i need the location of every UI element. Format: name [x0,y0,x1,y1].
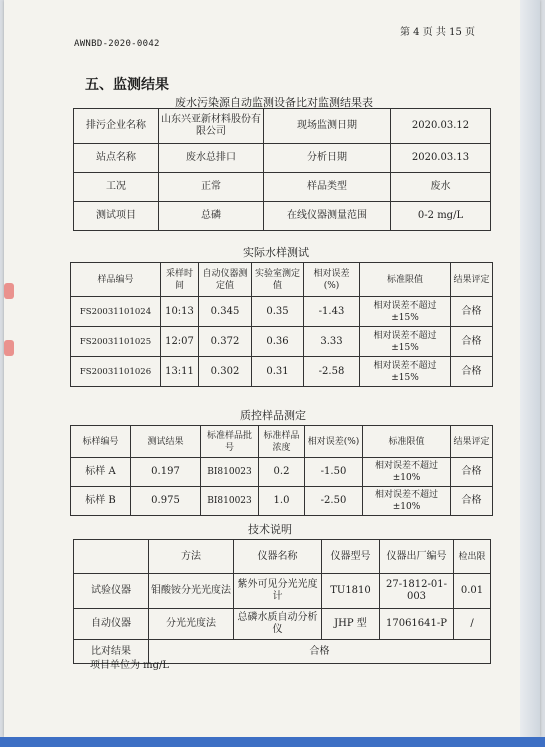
table-cell: 合格 [451,297,493,327]
table-cell: 总磷 [159,202,264,231]
section-title: 五、监测结果 [85,77,169,93]
table-cell: 相对误差不超过±10% [363,487,451,516]
table-cell: 0.197 [131,458,201,487]
table-cell: 0.31 [252,357,304,387]
column-header: 测试结果 [131,426,201,458]
viewer-bottom-bar [0,737,545,747]
table-cell: 2020.03.12 [391,109,491,144]
table-cell: 0.372 [199,327,252,357]
water-test-caption: 实际水样测试 [243,246,309,259]
table-cell: 0.01 [454,574,491,609]
tech-table-caption: 技术说明 [248,523,292,536]
table-cell: FS20031101025 [71,327,161,357]
table-cell: 工况 [74,173,159,202]
seal-fragment [4,340,14,356]
result-label: 比对结果 [74,640,149,664]
table-cell: JHP 型 [322,609,380,640]
table-cell: 3.33 [304,327,360,357]
table-cell: 10:13 [161,297,199,327]
water-test-table [70,262,493,387]
unit-note: 项目单位为 mg/L [90,660,170,671]
table-row [71,297,493,327]
table-header-row [74,540,491,574]
column-header: 结果评定 [451,263,493,297]
table-cell: 样品类型 [264,173,391,202]
table-cell: 0.35 [252,297,304,327]
table-cell: -2.58 [304,357,360,387]
column-header: 标准限值 [360,263,451,297]
table-cell: 现场监测日期 [264,109,391,144]
table-cell: 相对误差不超过±15% [360,297,451,327]
table-row [74,144,491,173]
table-cell: 相对误差不超过±15% [360,357,451,387]
table-cell: TU1810 [322,574,380,609]
table-row [74,574,491,609]
qc-test-table [70,425,493,516]
column-header: 仪器型号 [322,540,380,574]
table-cell: 自动仪器 [74,609,149,640]
table-row [71,487,493,516]
table-cell: 分析日期 [264,144,391,173]
column-header: 相对误差(%) [305,426,363,458]
table-header-row [71,263,493,297]
table-cell: BI810023 [201,487,259,516]
table-cell: FS20031101024 [71,297,161,327]
compare-table-caption: 废水污染源自动监测设备比对监测结果表 [175,96,373,109]
table-cell: 试验仪器 [74,574,149,609]
table-header-row [71,426,493,458]
table-cell: / [454,609,491,640]
table-row [74,202,491,231]
column-header: 标准限值 [363,426,451,458]
table-cell: 山东兴亚新材料股份有限公司 [159,109,264,144]
table-cell: 合格 [451,357,493,387]
column-header: 仪器出厂编号 [380,540,454,574]
table-cell: 12:07 [161,327,199,357]
table-cell: 合格 [451,487,493,516]
column-header: 结果评定 [451,426,493,458]
column-header: 方法 [149,540,234,574]
scan-edge [520,0,540,737]
table-row [71,458,493,487]
table-cell: 合格 [451,327,493,357]
column-header: 采样时间 [161,263,199,297]
table-cell: 排污企业名称 [74,109,159,144]
column-header: 标样编号 [71,426,131,458]
table-cell: 紫外可见分光光度计 [234,574,322,609]
compare-table [73,108,491,231]
column-header: 实验室测定值 [252,263,304,297]
column-header: 检出限 [454,540,491,574]
table-cell: 0-2 mg/L [391,202,491,231]
table-row [74,109,491,144]
table-row [71,327,493,357]
column-header: 标准样品浓度 [259,426,305,458]
table-cell: 17061641-P [380,609,454,640]
table-cell: 钼酸铵分光光度法 [149,574,234,609]
table-row [74,173,491,202]
table-cell: -1.43 [304,297,360,327]
table-cell: -2.50 [305,487,363,516]
table-cell: -1.50 [305,458,363,487]
table-cell: 相对误差不超过±15% [360,327,451,357]
table-cell: 合格 [451,458,493,487]
table-cell: 0.302 [199,357,252,387]
result-value: 合格 [149,640,491,664]
table-cell: 废水 [391,173,491,202]
doc-code: AWNBD-2020-0042 [74,39,160,49]
table-cell: 相对误差不超过±10% [363,458,451,487]
table-cell: 27-1812-01-003 [380,574,454,609]
table-cell: 13:11 [161,357,199,387]
table-cell: 站点名称 [74,144,159,173]
seal-fragment [4,283,14,299]
column-header: 自动仪器测定值 [199,263,252,297]
page-info: 第 4 页 共 15 页 [400,27,475,38]
table-cell: 正常 [159,173,264,202]
table-cell: 0.975 [131,487,201,516]
column-header [74,540,149,574]
qc-test-caption: 质控样品测定 [240,409,306,422]
table-cell: 标样 B [71,487,131,516]
column-header: 相对误差(%) [304,263,360,297]
table-cell: BI810023 [201,458,259,487]
table-row [74,609,491,640]
table-cell: FS20031101026 [71,357,161,387]
table-cell: 分光光度法 [149,609,234,640]
table-cell: 2020.03.13 [391,144,491,173]
table-row [71,357,493,387]
table-cell: 废水总排口 [159,144,264,173]
table-cell: 0.2 [259,458,305,487]
table-cell: 测试项目 [74,202,159,231]
tech-table [73,539,491,664]
table-cell: 1.0 [259,487,305,516]
table-cell: 0.36 [252,327,304,357]
column-header: 样品编号 [71,263,161,297]
table-cell: 标样 A [71,458,131,487]
table-cell: 0.345 [199,297,252,327]
table-cell: 在线仪器测量范围 [264,202,391,231]
column-header: 标准样品批号 [201,426,259,458]
table-cell: 总磷水质自动分析仪 [234,609,322,640]
column-header: 仪器名称 [234,540,322,574]
